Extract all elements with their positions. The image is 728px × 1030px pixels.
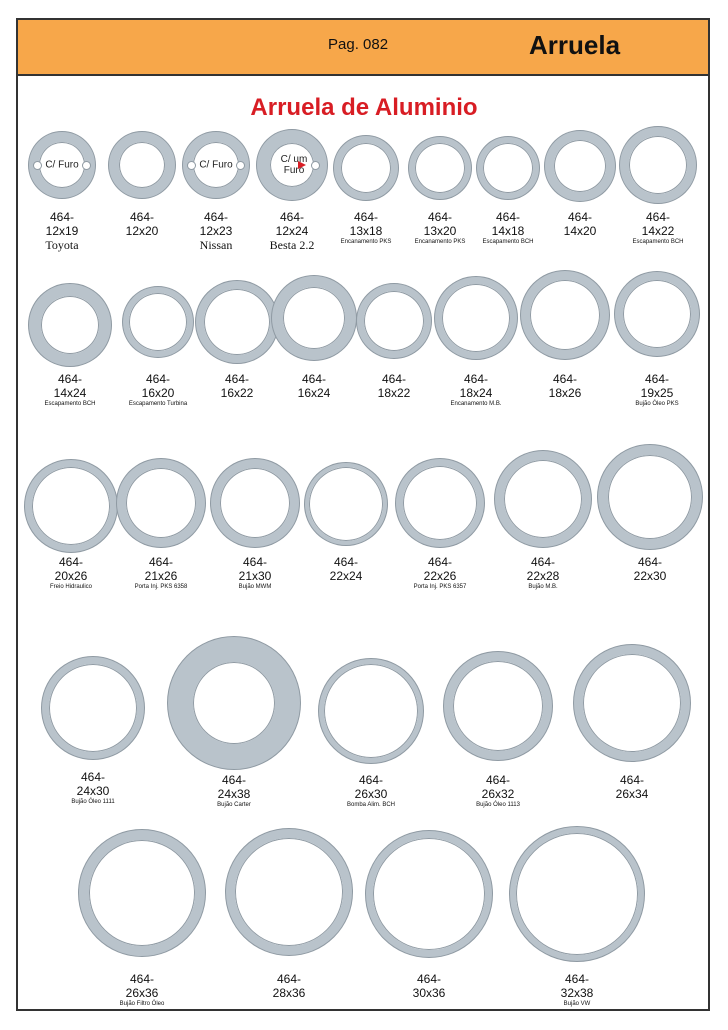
part-application: Porta Inj. PKS 6357 (413, 584, 467, 590)
part-application: Encanamento PKS (414, 239, 466, 245)
part-application: Encanamento M.B. (450, 401, 502, 407)
part-size: 30x36 (412, 986, 446, 1000)
washer-caption (602, 372, 712, 408)
part-code: 464- (495, 210, 521, 224)
washer-16x20 (123, 287, 193, 357)
part-application: Porta Inj. PKS 6358 (134, 584, 188, 590)
part-code: 464- (279, 210, 305, 224)
washer-19x25 (615, 272, 699, 356)
part-code: 464- (381, 372, 407, 386)
washer-21x26 (117, 459, 205, 547)
part-code: 464- (80, 770, 106, 784)
catalog-title: Arruela de Aluminio (250, 94, 478, 121)
part-size: 14x24 (53, 386, 87, 400)
part-model: Besta 2.2 (269, 238, 315, 252)
washer-16x22 (196, 281, 278, 363)
washer-13x18 (334, 136, 398, 200)
part-application: Escapamento Turbina (128, 401, 188, 407)
washer-26x32 (444, 652, 552, 760)
part-size: 12x24 (275, 224, 309, 238)
part-code: 464- (358, 773, 384, 787)
part-code: 464- (427, 555, 453, 569)
washer-caption (385, 555, 495, 591)
part-code: 464- (148, 555, 174, 569)
washer-caption (443, 773, 553, 809)
washer-14x24 (29, 284, 111, 366)
part-code: 464- (427, 210, 453, 224)
washer-caption (87, 972, 197, 1008)
part-code: 464- (463, 372, 489, 386)
washer-22x24 (305, 463, 387, 545)
part-size: 16x20 (141, 386, 175, 400)
part-size: 28x36 (272, 986, 306, 1000)
part-application: Bujão Filtro Óleo (119, 1001, 165, 1007)
part-size: 18x24 (459, 386, 493, 400)
part-size: 19x25 (640, 386, 674, 400)
washer-16x24 (272, 276, 356, 360)
washer-22x28 (495, 451, 591, 547)
part-size: 22x28 (526, 569, 560, 583)
part-code: 464- (57, 372, 83, 386)
washer-14x22 (620, 127, 696, 203)
part-code: 464- (49, 210, 75, 224)
section-title: Arruela (529, 30, 621, 60)
part-code: 464- (224, 372, 250, 386)
washer-24x38 (168, 637, 300, 769)
part-application: Escapamento BCH (632, 239, 684, 245)
washer-caption (316, 773, 426, 809)
part-size: 18x22 (377, 386, 411, 400)
part-application: Bujão Óleo 1111 (71, 799, 115, 805)
part-size: 22x26 (423, 569, 457, 583)
part-model: Toyota (45, 238, 79, 252)
part-size: 22x30 (633, 569, 667, 583)
washer-12x23 (183, 132, 249, 198)
washer-21x30 (211, 459, 299, 547)
part-model: Nissan (199, 238, 233, 252)
part-application: Escapamento BCH (44, 401, 96, 407)
part-size: 14x22 (641, 224, 675, 238)
washer-14x20 (545, 131, 615, 201)
part-code: 464- (485, 773, 511, 787)
part-size: 21x26 (144, 569, 178, 583)
part-application: Bujão Óleo 1113 (476, 802, 520, 808)
part-code: 464- (353, 210, 379, 224)
part-size: 16x24 (297, 386, 331, 400)
part-code: 464- (129, 210, 155, 224)
washer-28x36 (226, 829, 352, 955)
part-code: 464- (129, 972, 155, 986)
part-size: 14x18 (491, 224, 525, 238)
part-size: 22x24 (329, 569, 363, 583)
part-code: 464- (221, 773, 247, 787)
washer-caption (595, 555, 705, 583)
part-code: 464- (619, 773, 645, 787)
washer-18x22 (357, 284, 431, 358)
washer-32x38 (510, 827, 644, 961)
part-size: 26x34 (615, 787, 649, 801)
part-size: 26x30 (354, 787, 388, 801)
part-application: Freio Hidraulico (49, 584, 92, 590)
washer-caption (179, 773, 289, 809)
washer-26x34 (574, 645, 690, 761)
part-size: 16x22 (220, 386, 254, 400)
washer-caption (374, 972, 484, 1000)
part-code: 464- (145, 372, 171, 386)
part-code: 464- (530, 555, 556, 569)
part-application: Bujão M.B. (528, 584, 558, 590)
hole-note: C/ um Furo (280, 154, 308, 176)
part-size: 18x26 (548, 386, 582, 400)
part-application: Bomba Alim. BCH (346, 802, 395, 808)
part-code: 464- (333, 555, 359, 569)
washer-12x20 (109, 132, 175, 198)
part-size: 24x30 (76, 784, 110, 798)
part-code: 464- (276, 972, 302, 986)
part-size: 14x20 (563, 224, 597, 238)
part-application: Encanamento PKS (340, 239, 392, 245)
washer-13x20 (409, 137, 471, 199)
washer-22x26 (396, 459, 484, 547)
part-application: Bujão Óleo PKS (635, 401, 679, 407)
washer-18x24 (435, 277, 517, 359)
washer-22x30 (598, 445, 702, 549)
part-size: 24x38 (217, 787, 251, 801)
washer-24x30 (42, 657, 144, 759)
part-size: 26x32 (481, 787, 515, 801)
part-code: 464- (203, 210, 229, 224)
part-code: 464- (552, 372, 578, 386)
part-application: Bujão Carter (217, 802, 251, 808)
washer-caption (38, 770, 148, 806)
washer-14x18 (477, 137, 539, 199)
part-application: Escapamento BCH (482, 239, 534, 245)
part-size: 21x30 (238, 569, 272, 583)
part-application: Bujão VW (563, 1001, 591, 1007)
part-code: 464- (644, 372, 670, 386)
part-code: 464- (645, 210, 671, 224)
washer-26x30 (319, 659, 423, 763)
part-size: 13x18 (349, 224, 383, 238)
washer-12x19 (29, 132, 95, 198)
part-code: 464- (58, 555, 84, 569)
washer-18x26 (521, 271, 609, 359)
washer-20x26 (25, 460, 117, 552)
part-code: 464- (301, 372, 327, 386)
washer-caption (603, 210, 713, 246)
part-size: 12x19 (45, 224, 79, 238)
hole-note: C/ Furo (45, 159, 79, 171)
part-application: Bujão MWM (238, 584, 272, 590)
part-code: 464- (637, 555, 663, 569)
part-size: 12x20 (125, 224, 159, 238)
part-code: 464- (416, 972, 442, 986)
part-size: 32x38 (560, 986, 594, 1000)
part-code: 464- (564, 972, 590, 986)
washer-caption (577, 773, 687, 801)
washer-30x36 (366, 831, 492, 957)
part-size: 26x36 (125, 986, 159, 1000)
hole-note: C/ Furo (199, 159, 233, 171)
washer-26x36 (79, 830, 205, 956)
part-size: 12x23 (199, 224, 233, 238)
washer-caption (234, 972, 344, 1000)
page-number: Pag. 082 (328, 36, 389, 53)
part-size: 20x26 (54, 569, 88, 583)
part-code: 464- (242, 555, 268, 569)
washer-caption (488, 555, 598, 591)
arrow-right-icon (298, 161, 306, 169)
washer-caption (522, 972, 632, 1008)
part-size: 13x20 (423, 224, 457, 238)
washer-12x24 (257, 130, 327, 200)
part-code: 464- (567, 210, 593, 224)
